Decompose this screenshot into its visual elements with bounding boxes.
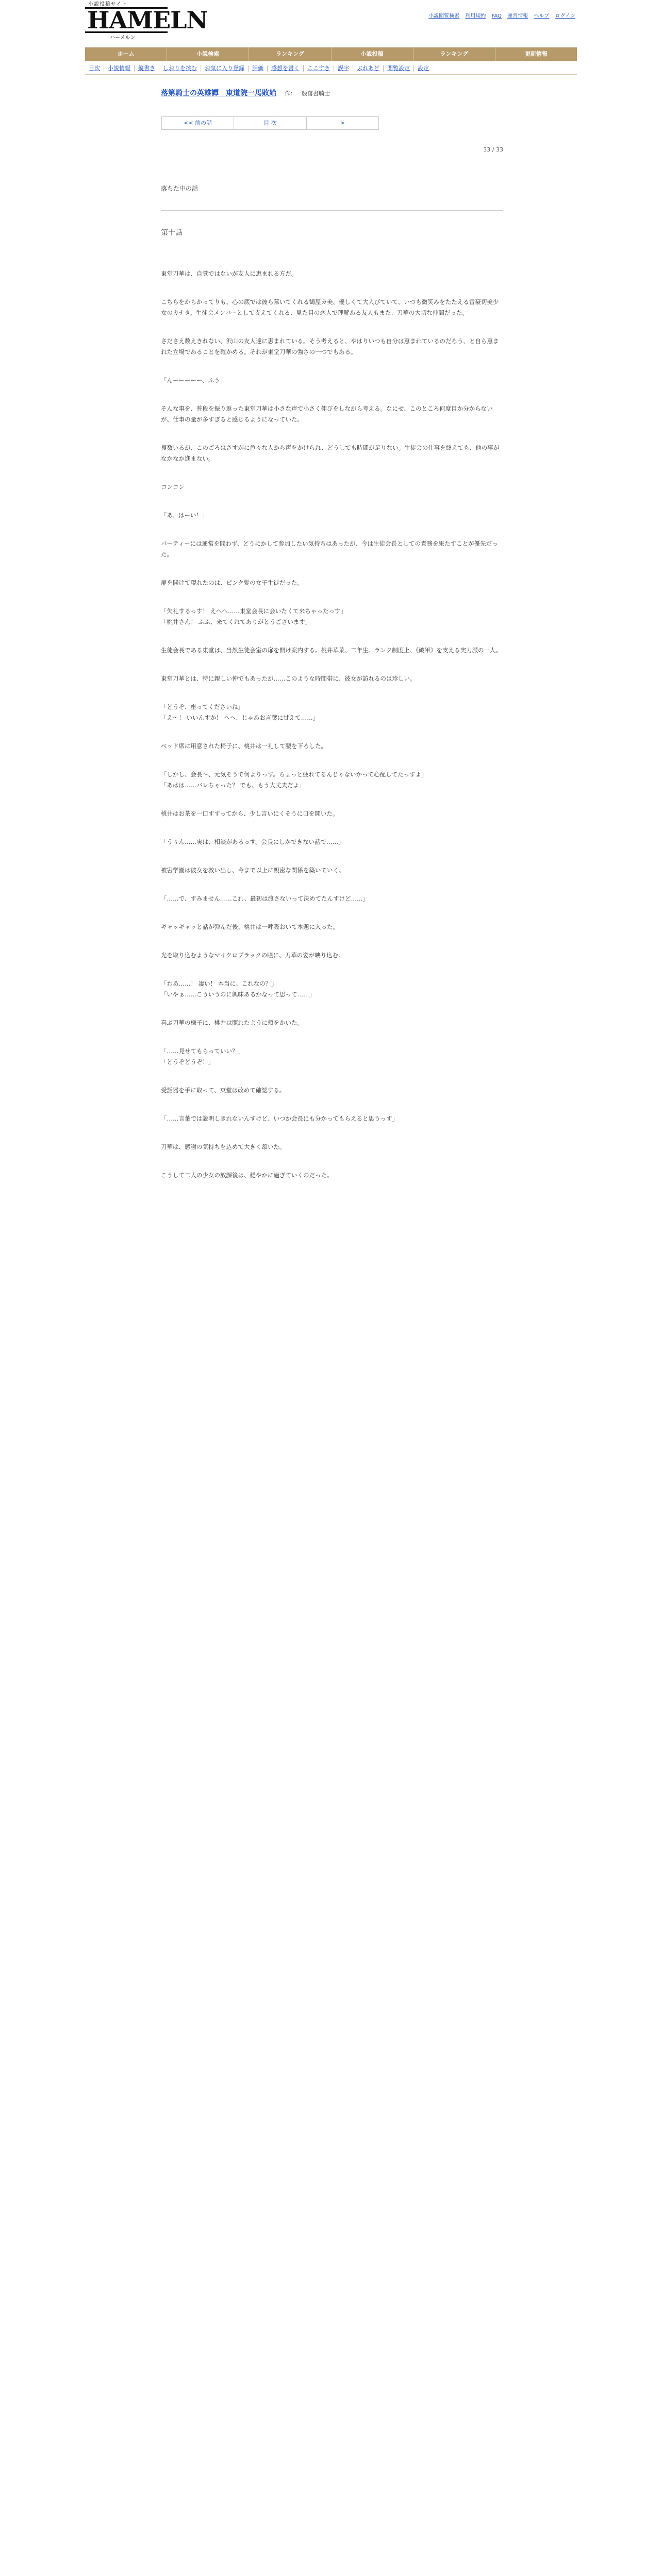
logo-katakana: ハーメルン <box>110 35 136 41</box>
nav-search[interactable]: 小説検索 <box>167 47 249 61</box>
prev-chapter-link[interactable]: << 前の話 <box>162 117 234 129</box>
utility-links <box>424 11 575 19</box>
novel-body <box>161 268 503 1181</box>
subnav-rate[interactable]: 評価 <box>249 65 268 72</box>
subnav-pread[interactable]: ぶれあど <box>353 65 384 72</box>
body-paragraph: そんな事を、普段を振り返った東堂刀華は小さな声で小さく伸びをしながら考える。なにせ、このところ何度目か分からないが、仕事の量が多すぎると感じるようになっていた。 <box>161 405 493 423</box>
body-paragraph: 複数いるが、このごろはさすがに色々な人から声をかけられ、どうしても時間が足りない。生徒会の仕事を終えても、他の事がなかなか進まない。 <box>161 444 500 462</box>
subnav-bookmark[interactable]: しおりを挟む <box>159 65 201 72</box>
body-paragraph: 「んーーーーー、ふう」 <box>161 377 226 384</box>
subnav-review[interactable]: 感想を書く <box>268 65 304 72</box>
nav-home[interactable]: ホーム <box>85 47 167 61</box>
body-paragraph: ギャッギャッと話が弾んだ後、桃井は一呼吸おいて本題に入った。 <box>161 923 339 930</box>
body-paragraph: 東堂刀華は、自覚ではないが友人に恵まれる方だ。 <box>161 270 297 277</box>
main-nav <box>85 47 577 61</box>
body-paragraph: 「……見せてもらっていい？」 「どうぞどうぞ！」 <box>161 1047 244 1065</box>
chapter-pager <box>161 116 379 130</box>
next-chapter-link[interactable]: > <box>340 120 345 126</box>
body-paragraph: 「どうぞ、座ってくださいね」 「え～！ いいんすか！ へへ、じゃあお言葉に甘えて……」 <box>161 703 319 721</box>
nav-ranking-2[interactable]: ランキング <box>413 47 495 61</box>
util-link-search[interactable]: 小説閲覧検索 <box>428 13 460 19</box>
subnav-favorite[interactable]: お気に入り登録 <box>201 65 249 72</box>
subnav-like[interactable]: ここすき <box>304 65 334 72</box>
logo-wordmark: HAMELN <box>85 7 168 33</box>
body-paragraph: 生徒会長である東堂は、当然生徒会室の扉を開け案内する。桃井華菜、二年生。ランク制度上、《破軍》を支える実力派の一人。 <box>161 647 502 654</box>
body-paragraph: さださえ数えきれない、沢山の友人達に恵まれている。そう考えると、やはりいつも自分は恵まれているのだろう、と自ら恵まれた立場であることを確かめる。それが東堂刀華の強さの一つでもある。 <box>161 337 499 355</box>
nav-post[interactable]: 小説投稿 <box>332 47 413 61</box>
util-link-about[interactable]: 運営情報 <box>507 13 528 19</box>
subnav-typo[interactable]: 誤字 <box>334 65 353 72</box>
body-paragraph: 桃井はお茶を一口すすってから、少し言いにくそうに口を開いた。 <box>161 810 339 817</box>
body-paragraph: 「失礼するっす！ えへへ……東堂会長に会いたくて来ちゃったっす」 「桃井さん！ ふふ、来てくれてありがとうございます」 <box>161 607 346 625</box>
subnav-settings[interactable]: 設定 <box>418 65 429 72</box>
body-paragraph: ベッド席に用意された椅子に、桃井は一礼して腰を下ろした。 <box>161 742 327 750</box>
site-header <box>0 0 662 41</box>
body-paragraph: 「……言葉では説明しきれないんすけど、いつか会長にも分かってもらえると思うっす」 <box>161 1115 398 1122</box>
episode-subtitle: 第十話 <box>161 229 183 237</box>
body-paragraph: 被害学園は彼女を救い出し、今まで以上に親密な関係を築いていく。 <box>161 867 345 874</box>
novel-author: 作：一般落書騎士 <box>285 90 330 97</box>
divider <box>161 210 503 211</box>
nav-ranking[interactable]: ランキング <box>249 47 331 61</box>
body-paragraph: 光を取り込むようなマイクロブラックの瞳に、刀華の姿が映り込む。 <box>161 952 344 959</box>
body-paragraph: 「……で、すみません……これ、最初は渡さないって決めてたんすけど……」 <box>161 895 369 902</box>
body-paragraph: 刀華は、感謝の気持ちを込めて大きく頷いた。 <box>161 1143 286 1150</box>
subnav-toc[interactable]: 目次 <box>85 65 104 72</box>
chapter-title: 落ちた中の話 <box>161 185 198 192</box>
body-paragraph: 受話器を手に取って、東堂は改めて確認する。 <box>161 1087 286 1094</box>
page-count: 33 / 33 <box>483 146 503 153</box>
body-paragraph: こうして二人の少女の放課後は、穏やかに過ぎていくのだった。 <box>161 1172 333 1179</box>
body-paragraph: 喜ぶ刀華の様子に、桃井は照れたように頬をかいた。 <box>161 1019 303 1026</box>
util-link-terms[interactable]: 利用規約 <box>465 13 486 19</box>
util-link-help[interactable]: ヘルプ <box>534 13 550 19</box>
util-link-faq[interactable]: FAQ <box>491 13 502 19</box>
body-paragraph: パーティーには通常を問わず、どうにかして参加したい気持ちはあったが、今は生徒会長としての責務を果たすことが優先だった。 <box>161 540 498 558</box>
novel-header <box>161 88 503 98</box>
novel-title[interactable]: 落第騎士の英雄譚 東道院一馬敗始 <box>161 89 276 97</box>
subnav-info[interactable]: 小説情報 <box>104 65 135 72</box>
body-paragraph: 「わあ……！ 凄い！ 本当に、これなの？」 「いやぁ……こういうのに興味あるかなって思って……」 <box>161 980 315 998</box>
subnav-vertical[interactable]: 縦書き <box>135 65 159 72</box>
toc-link[interactable]: 目 次 <box>234 117 306 129</box>
logo-subtitle: 小説投稿サイト <box>88 2 128 7</box>
body-paragraph: 東堂刀華とは、特に親しい仲でもあったが……このような時間帯に、彼女が訪れるのは珍しい。 <box>161 675 416 682</box>
body-paragraph: 「しかし、会長～、元気そうで何よりっす。ちょっと疲れてるんじゃないかって心配してたっすよ」 「あはは……バレちゃった？ でも、もう大丈夫だよ」 <box>161 771 427 789</box>
body-paragraph: 「うぅん……実は、相談があるっす。会長にしかできない話で……」 <box>161 838 344 845</box>
subnav-view-settings[interactable]: 閲覧設定 <box>384 65 414 72</box>
body-paragraph: こちらをからかってりも、心の底では彼ら慕いてくれる鶴屋カ美、優しくて大人びていて、いつも微笑みをたたえる雷豪切美少女のカナタ。生徒会メンバーとして支えてくれる、見た目の恋人で理解ある友人もまた、刀華の大切な仲間だった。 <box>161 298 499 316</box>
body-paragraph: 「あ、はーい！」 <box>161 512 208 519</box>
body-paragraph: 扉を開けて現れたのは、ピンク髪の女子生徒だった。 <box>161 579 303 586</box>
novel-content <box>161 88 503 1198</box>
body-paragraph: コンコン <box>161 483 185 490</box>
site-logo[interactable] <box>85 2 208 41</box>
nav-updates[interactable]: 更新情報 <box>524 50 548 57</box>
novel-subnav <box>85 63 577 75</box>
util-link-login[interactable]: ログイン <box>555 13 575 19</box>
